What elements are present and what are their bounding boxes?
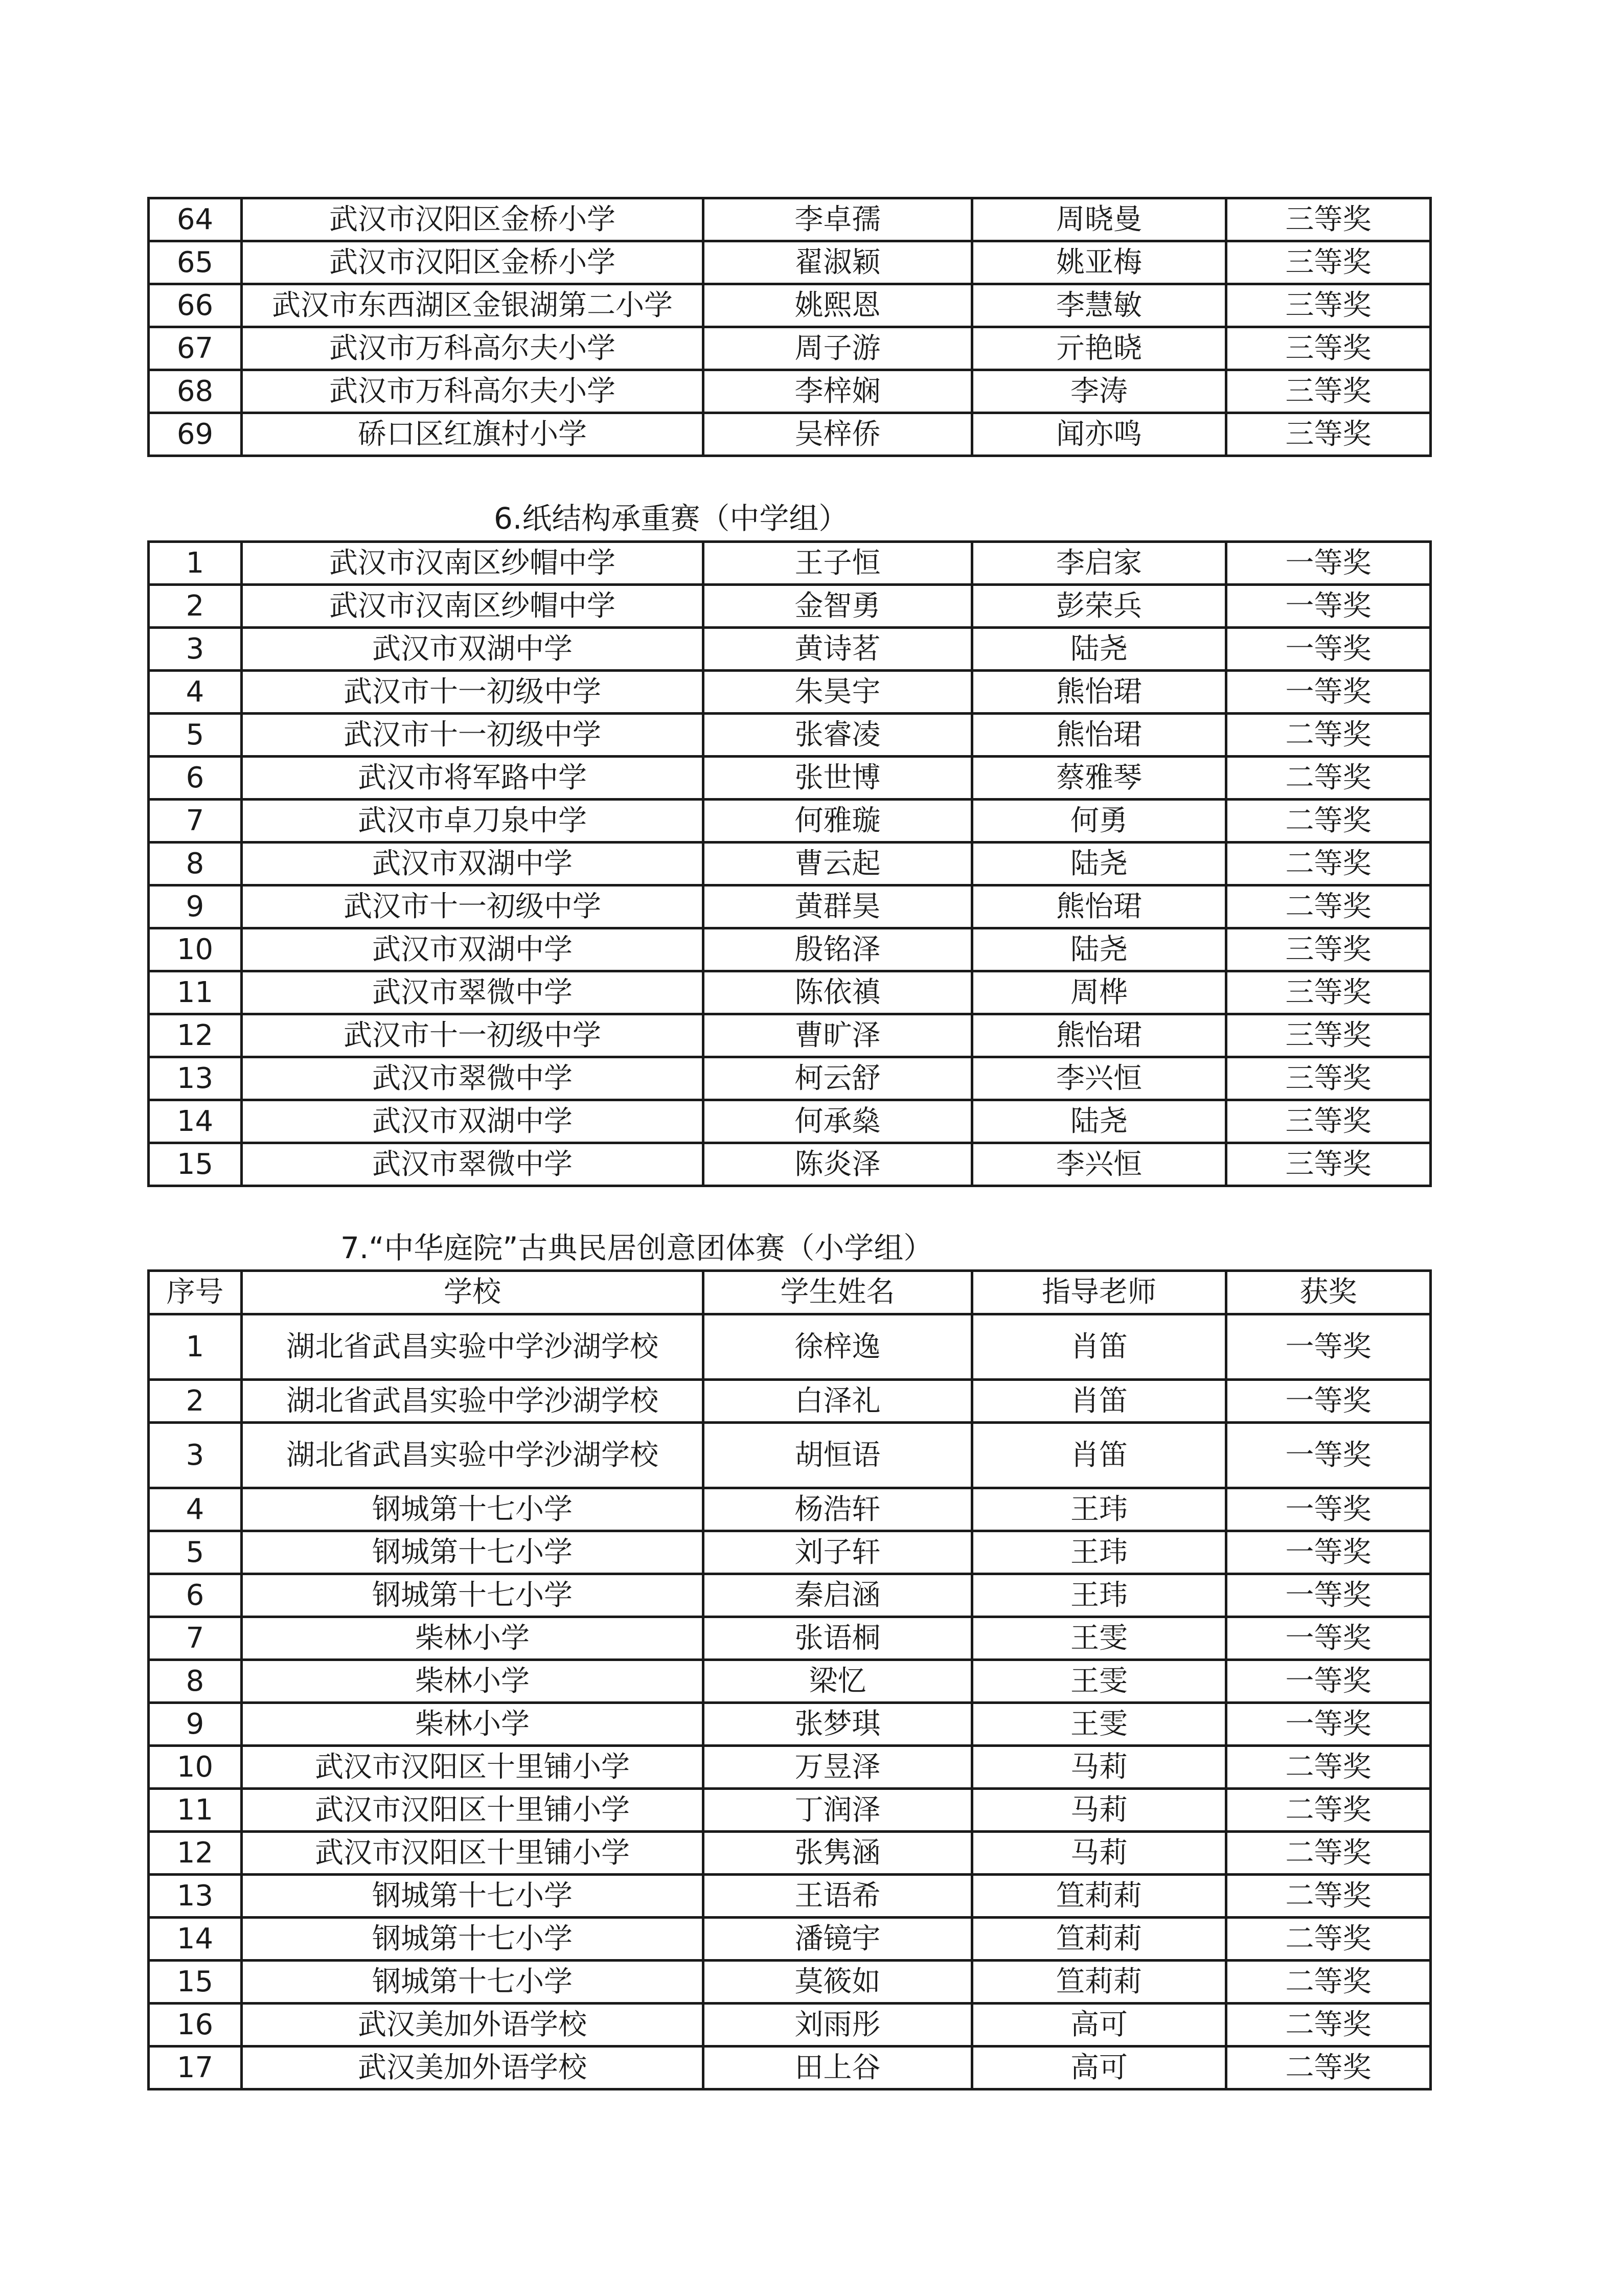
cell-school: 钢城第十七小学 — [242, 1918, 703, 1961]
cell-student: 殷铭泽 — [703, 928, 972, 971]
cell-teacher: 李涛 — [972, 370, 1226, 413]
cell-no: 4 — [149, 671, 242, 714]
cell-teacher: 熊怡珺 — [972, 714, 1226, 757]
cell-school: 武汉市汉阳区十里铺小学 — [242, 1832, 703, 1875]
cell-teacher: 李慧敏 — [972, 284, 1226, 327]
table-row — [149, 1100, 1431, 1143]
cell-award: 二等奖 — [1226, 1832, 1431, 1875]
section-title-courtyard: 7.“中华庭院”古典民居创意团体赛（小学组） — [340, 1231, 933, 1265]
cell-no: 6 — [149, 1574, 242, 1617]
cell-teacher: 闻亦鸣 — [972, 413, 1226, 456]
cell-no: 1 — [149, 1314, 242, 1380]
cell-student: 何雅璇 — [703, 800, 972, 843]
cell-award: 三等奖 — [1226, 1014, 1431, 1057]
cell-school: 硚口区红旗村小学 — [242, 413, 703, 456]
table-row — [149, 327, 1431, 370]
table-row — [149, 1057, 1431, 1100]
cell-no: 14 — [149, 1918, 242, 1961]
cell-school: 武汉市万科高尔夫小学 — [242, 327, 703, 370]
cell-teacher: 肖笛 — [972, 1314, 1226, 1380]
cell-student: 刘雨彤 — [703, 2004, 972, 2047]
cell-student: 何承燊 — [703, 1100, 972, 1143]
table-row — [149, 241, 1431, 284]
table-row — [149, 1617, 1431, 1660]
table-row — [149, 2047, 1431, 2089]
table-row — [149, 1314, 1431, 1380]
cell-student: 张隽涵 — [703, 1832, 972, 1875]
cell-teacher: 王玮 — [972, 1488, 1226, 1531]
cell-award: 二等奖 — [1226, 1918, 1431, 1961]
cell-teacher: 陆尧 — [972, 928, 1226, 971]
header-student: 学生姓名 — [703, 1271, 972, 1314]
table-row — [149, 585, 1431, 628]
table-row — [149, 1380, 1431, 1423]
cell-school: 钢城第十七小学 — [242, 1531, 703, 1574]
cell-student: 柯云舒 — [703, 1057, 972, 1100]
cell-no: 64 — [149, 198, 242, 241]
cell-school: 武汉市翠微中学 — [242, 1057, 703, 1100]
cell-student: 白泽礼 — [703, 1380, 972, 1423]
table-row — [149, 971, 1431, 1014]
table-row — [149, 843, 1431, 885]
cell-teacher: 高可 — [972, 2047, 1226, 2089]
cell-teacher: 何勇 — [972, 800, 1226, 843]
cell-student: 黄诗茗 — [703, 628, 972, 671]
cell-student: 姚熙恩 — [703, 284, 972, 327]
cell-student: 徐梓逸 — [703, 1314, 972, 1380]
cell-teacher: 马莉 — [972, 1789, 1226, 1832]
cell-school: 武汉市东西湖区金银湖第二小学 — [242, 284, 703, 327]
cell-award: 二等奖 — [1226, 800, 1431, 843]
cell-award: 二等奖 — [1226, 1789, 1431, 1832]
cell-student: 张语桐 — [703, 1617, 972, 1660]
table-row — [149, 1488, 1431, 1531]
cell-no: 7 — [149, 1617, 242, 1660]
table-row — [149, 757, 1431, 800]
cell-school: 武汉市双湖中学 — [242, 928, 703, 971]
cell-teacher: 笪莉莉 — [972, 1875, 1226, 1918]
cell-teacher: 李启家 — [972, 542, 1226, 585]
cell-teacher: 陆尧 — [972, 1100, 1226, 1143]
table-row — [149, 1703, 1431, 1746]
cell-award: 三等奖 — [1226, 413, 1431, 456]
cell-student: 李梓娴 — [703, 370, 972, 413]
cell-student: 翟淑颖 — [703, 241, 972, 284]
cell-teacher: 李兴恒 — [972, 1143, 1226, 1186]
cell-award: 三等奖 — [1226, 1057, 1431, 1100]
cell-school: 武汉美加外语学校 — [242, 2047, 703, 2089]
cell-no: 12 — [149, 1014, 242, 1057]
cell-award: 三等奖 — [1226, 1100, 1431, 1143]
cell-no: 5 — [149, 1531, 242, 1574]
cell-award: 二等奖 — [1226, 1961, 1431, 2004]
cell-student: 曹云起 — [703, 843, 972, 885]
cell-no: 3 — [149, 1423, 242, 1488]
table-row — [149, 1423, 1431, 1488]
table-row — [149, 413, 1431, 456]
cell-award: 一等奖 — [1226, 1660, 1431, 1703]
cell-teacher: 陆尧 — [972, 628, 1226, 671]
table-row — [149, 928, 1431, 971]
table-row — [149, 1961, 1431, 2004]
cell-no: 68 — [149, 370, 242, 413]
cell-award: 一等奖 — [1226, 585, 1431, 628]
cell-no: 12 — [149, 1832, 242, 1875]
cell-school: 武汉市十一初级中学 — [242, 671, 703, 714]
table-row — [149, 284, 1431, 327]
cell-no: 17 — [149, 2047, 242, 2089]
cell-student: 朱昊宇 — [703, 671, 972, 714]
table-row — [149, 1531, 1431, 1574]
table-row — [149, 370, 1431, 413]
cell-no: 4 — [149, 1488, 242, 1531]
cell-no: 15 — [149, 1961, 242, 2004]
cell-no: 10 — [149, 1746, 242, 1789]
table-row — [149, 714, 1431, 757]
cell-no: 11 — [149, 971, 242, 1014]
table-row — [149, 1574, 1431, 1617]
cell-student: 张睿凌 — [703, 714, 972, 757]
cell-school: 武汉市卓刀泉中学 — [242, 800, 703, 843]
cell-no: 15 — [149, 1143, 242, 1186]
cell-school: 武汉市汉阳区十里铺小学 — [242, 1746, 703, 1789]
cell-teacher: 姚亚梅 — [972, 241, 1226, 284]
cell-award: 一等奖 — [1226, 1423, 1431, 1488]
award-table-continued — [147, 197, 1432, 457]
award-table-courtyard — [147, 1269, 1432, 2090]
cell-teacher: 熊怡珺 — [972, 885, 1226, 928]
table-row — [149, 1832, 1431, 1875]
cell-no: 69 — [149, 413, 242, 456]
section-title-paper-structure: 6.纸结构承重赛（中学组） — [494, 501, 849, 536]
cell-school: 柴林小学 — [242, 1617, 703, 1660]
cell-student: 张梦琪 — [703, 1703, 972, 1746]
cell-no: 9 — [149, 1703, 242, 1746]
cell-student: 周子游 — [703, 327, 972, 370]
cell-award: 三等奖 — [1226, 370, 1431, 413]
cell-school: 钢城第十七小学 — [242, 1875, 703, 1918]
cell-award: 一等奖 — [1226, 1703, 1431, 1746]
cell-student: 万昱泽 — [703, 1746, 972, 1789]
table-row — [149, 1014, 1431, 1057]
cell-student: 王子恒 — [703, 542, 972, 585]
cell-award: 三等奖 — [1226, 198, 1431, 241]
table-row — [149, 1789, 1431, 1832]
cell-no: 10 — [149, 928, 242, 971]
cell-no: 9 — [149, 885, 242, 928]
cell-teacher: 高可 — [972, 2004, 1226, 2047]
cell-teacher: 马莉 — [972, 1832, 1226, 1875]
cell-no: 8 — [149, 843, 242, 885]
cell-no: 5 — [149, 714, 242, 757]
cell-teacher: 彭荣兵 — [972, 585, 1226, 628]
cell-student: 王语希 — [703, 1875, 972, 1918]
table-row — [149, 1875, 1431, 1918]
cell-school: 湖北省武昌实验中学沙湖学校 — [242, 1423, 703, 1488]
table-row — [149, 198, 1431, 241]
cell-student: 李卓孺 — [703, 198, 972, 241]
cell-student: 张世博 — [703, 757, 972, 800]
cell-no: 7 — [149, 800, 242, 843]
cell-school: 武汉市双湖中学 — [242, 1100, 703, 1143]
cell-student: 金智勇 — [703, 585, 972, 628]
cell-no: 14 — [149, 1100, 242, 1143]
cell-award: 一等奖 — [1226, 1488, 1431, 1531]
cell-student: 梁忆 — [703, 1660, 972, 1703]
cell-award: 二等奖 — [1226, 2004, 1431, 2047]
cell-award: 三等奖 — [1226, 327, 1431, 370]
cell-school: 武汉市十一初级中学 — [242, 885, 703, 928]
cell-no: 2 — [149, 1380, 242, 1423]
cell-no: 16 — [149, 2004, 242, 2047]
cell-teacher: 肖笛 — [972, 1380, 1226, 1423]
cell-award: 三等奖 — [1226, 971, 1431, 1014]
cell-teacher: 陆尧 — [972, 843, 1226, 885]
table-row — [149, 1143, 1431, 1186]
table-row — [149, 1918, 1431, 1961]
cell-teacher: 马莉 — [972, 1746, 1226, 1789]
cell-teacher: 李兴恒 — [972, 1057, 1226, 1100]
cell-award: 一等奖 — [1226, 542, 1431, 585]
cell-school: 武汉市双湖中学 — [242, 843, 703, 885]
cell-no: 3 — [149, 628, 242, 671]
cell-teacher: 熊怡珺 — [972, 671, 1226, 714]
cell-award: 二等奖 — [1226, 2047, 1431, 2089]
table-row — [149, 542, 1431, 585]
header-award: 获奖 — [1226, 1271, 1431, 1314]
cell-award: 三等奖 — [1226, 284, 1431, 327]
cell-award: 一等奖 — [1226, 628, 1431, 671]
cell-student: 吴梓侨 — [703, 413, 972, 456]
cell-teacher: 熊怡珺 — [972, 1014, 1226, 1057]
table-row — [149, 2004, 1431, 2047]
cell-teacher: 王雯 — [972, 1703, 1226, 1746]
cell-school: 武汉市双湖中学 — [242, 628, 703, 671]
header-teacher: 指导老师 — [972, 1271, 1226, 1314]
cell-school: 武汉市万科高尔夫小学 — [242, 370, 703, 413]
table-row — [149, 628, 1431, 671]
cell-teacher: 王雯 — [972, 1660, 1226, 1703]
cell-teacher: 周晓曼 — [972, 198, 1226, 241]
cell-award: 二等奖 — [1226, 885, 1431, 928]
cell-no: 65 — [149, 241, 242, 284]
cell-school: 武汉市汉南区纱帽中学 — [242, 585, 703, 628]
cell-award: 三等奖 — [1226, 1143, 1431, 1186]
cell-school: 柴林小学 — [242, 1703, 703, 1746]
cell-school: 湖北省武昌实验中学沙湖学校 — [242, 1380, 703, 1423]
cell-school: 武汉市将军路中学 — [242, 757, 703, 800]
cell-no: 13 — [149, 1057, 242, 1100]
cell-award: 二等奖 — [1226, 714, 1431, 757]
cell-student: 曹旷泽 — [703, 1014, 972, 1057]
cell-teacher: 王玮 — [972, 1531, 1226, 1574]
award-table-paper-structure — [147, 540, 1432, 1187]
cell-teacher: 周桦 — [972, 971, 1226, 1014]
cell-award: 二等奖 — [1226, 757, 1431, 800]
cell-school: 武汉市十一初级中学 — [242, 1014, 703, 1057]
cell-student: 丁润泽 — [703, 1789, 972, 1832]
cell-no: 1 — [149, 542, 242, 585]
cell-student: 田上谷 — [703, 2047, 972, 2089]
cell-no: 2 — [149, 585, 242, 628]
cell-school: 钢城第十七小学 — [242, 1961, 703, 2004]
cell-no: 11 — [149, 1789, 242, 1832]
table-row — [149, 1746, 1431, 1789]
cell-student: 莫筱如 — [703, 1961, 972, 2004]
cell-award: 一等奖 — [1226, 1314, 1431, 1380]
cell-student: 胡恒语 — [703, 1423, 972, 1488]
cell-school: 武汉市汉阳区金桥小学 — [242, 198, 703, 241]
cell-student: 秦启涵 — [703, 1574, 972, 1617]
table-row — [149, 1660, 1431, 1703]
cell-school: 湖北省武昌实验中学沙湖学校 — [242, 1314, 703, 1380]
cell-school: 钢城第十七小学 — [242, 1488, 703, 1531]
cell-award: 一等奖 — [1226, 671, 1431, 714]
cell-school: 武汉市翠微中学 — [242, 1143, 703, 1186]
cell-school: 武汉市汉阳区金桥小学 — [242, 241, 703, 284]
cell-no: 6 — [149, 757, 242, 800]
cell-award: 一等奖 — [1226, 1380, 1431, 1423]
cell-no: 67 — [149, 327, 242, 370]
table-header-row — [149, 1271, 1431, 1314]
cell-school: 武汉市汉阳区十里铺小学 — [242, 1789, 703, 1832]
cell-teacher: 王雯 — [972, 1617, 1226, 1660]
cell-award: 三等奖 — [1226, 241, 1431, 284]
cell-no: 8 — [149, 1660, 242, 1703]
cell-school: 钢城第十七小学 — [242, 1574, 703, 1617]
cell-school: 柴林小学 — [242, 1660, 703, 1703]
cell-award: 二等奖 — [1226, 843, 1431, 885]
cell-school: 武汉市十一初级中学 — [242, 714, 703, 757]
table-row — [149, 671, 1431, 714]
cell-student: 杨浩轩 — [703, 1488, 972, 1531]
header-no: 序号 — [149, 1271, 242, 1314]
cell-teacher: 王玮 — [972, 1574, 1226, 1617]
table-row — [149, 885, 1431, 928]
header-school: 学校 — [242, 1271, 703, 1314]
cell-school: 武汉市翠微中学 — [242, 971, 703, 1014]
cell-student: 陈炎泽 — [703, 1143, 972, 1186]
cell-teacher: 笪莉莉 — [972, 1961, 1226, 2004]
cell-student: 刘子轩 — [703, 1531, 972, 1574]
cell-award: 一等奖 — [1226, 1574, 1431, 1617]
cell-student: 黄群昊 — [703, 885, 972, 928]
cell-teacher: 亓艳晓 — [972, 327, 1226, 370]
cell-teacher: 笪莉莉 — [972, 1918, 1226, 1961]
cell-school: 武汉市汉南区纱帽中学 — [242, 542, 703, 585]
cell-award: 三等奖 — [1226, 928, 1431, 971]
cell-award: 一等奖 — [1226, 1531, 1431, 1574]
cell-award: 二等奖 — [1226, 1875, 1431, 1918]
cell-no: 66 — [149, 284, 242, 327]
cell-student: 潘镜宇 — [703, 1918, 972, 1961]
cell-student: 陈依禛 — [703, 971, 972, 1014]
cell-award: 一等奖 — [1226, 1617, 1431, 1660]
cell-teacher: 蔡雅琴 — [972, 757, 1226, 800]
cell-award: 二等奖 — [1226, 1746, 1431, 1789]
cell-school: 武汉美加外语学校 — [242, 2004, 703, 2047]
cell-no: 13 — [149, 1875, 242, 1918]
cell-teacher: 肖笛 — [972, 1423, 1226, 1488]
table-row — [149, 800, 1431, 843]
